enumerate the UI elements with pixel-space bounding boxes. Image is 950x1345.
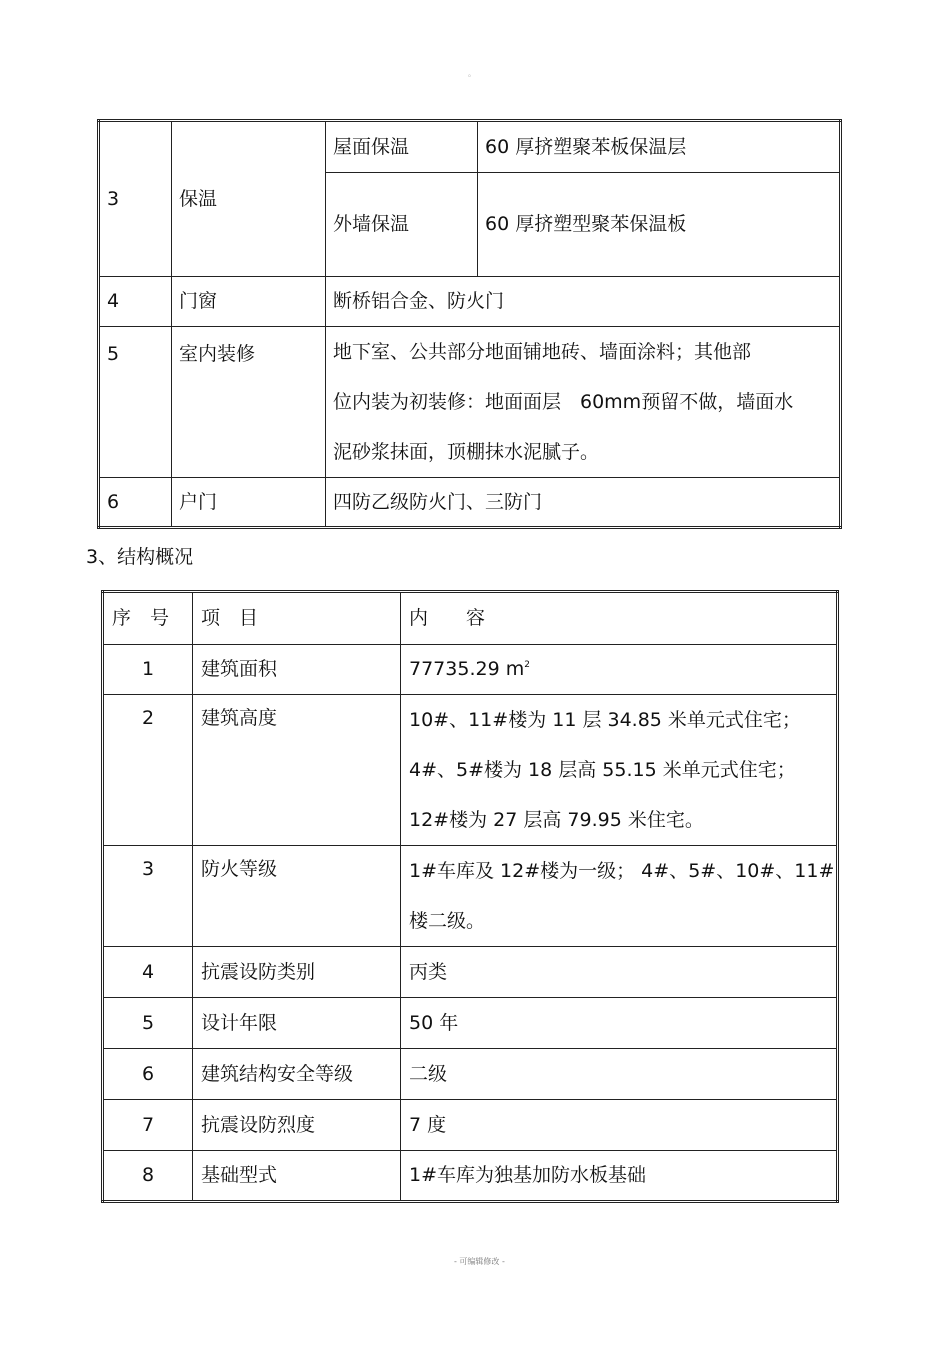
- column-header: 内 容: [401, 592, 838, 645]
- table-row: [103, 846, 838, 947]
- table-row: [99, 327, 841, 478]
- row-item: 建筑面积: [193, 645, 401, 695]
- building-spec-table: [97, 119, 842, 529]
- row-item: 门窗: [172, 277, 326, 327]
- row-number: 2: [103, 695, 193, 846]
- row-number: 4: [103, 947, 193, 998]
- row-content: 丙类: [401, 947, 838, 998]
- row-content: 二级: [401, 1049, 838, 1100]
- table-row: [103, 1100, 838, 1151]
- content-line: 10#、11#楼为 11 层 34.85 米单元式住宅；: [409, 709, 801, 731]
- row-item: 基础型式: [193, 1151, 401, 1202]
- structure-overview-table: [101, 590, 839, 1203]
- footer-mark: - 可编辑修改 -: [454, 1257, 505, 1266]
- row-item: 防火等级: [193, 846, 401, 947]
- row-content: [401, 695, 838, 846]
- content-line: 泥砂浆抹面，顶棚抹水泥腻子。: [333, 441, 600, 463]
- area-value: 77735.29: [409, 658, 500, 681]
- row-item: 建筑高度: [193, 695, 401, 846]
- row-content: [326, 327, 841, 478]
- table-row: [103, 1049, 838, 1100]
- table-row: [99, 121, 841, 173]
- row-number: 6: [99, 478, 172, 528]
- section-heading: 3、结构概况: [86, 546, 194, 568]
- area-unit: m: [505, 658, 525, 681]
- row-item: 建筑结构安全等级: [193, 1049, 401, 1100]
- row-item: 保温: [172, 121, 326, 277]
- content-line: 4#、5#楼为 18 层高 55.15 米单元式住宅；: [409, 759, 796, 781]
- content-line: 地下室、公共部分地面铺地砖、墙面涂料；其他部: [333, 341, 752, 363]
- table-row: [99, 277, 841, 327]
- row-item: 室内装修: [172, 327, 326, 478]
- column-header: 序 号: [103, 592, 193, 645]
- row-item: 抗震设防烈度: [193, 1100, 401, 1151]
- row-number: 5: [103, 998, 193, 1049]
- table-row: [103, 998, 838, 1049]
- row-item: 户门: [172, 478, 326, 528]
- table-header-row: [103, 592, 838, 645]
- content-line: 位内装为初装修：地面面层 60mm预留不做，墙面水: [333, 391, 794, 413]
- row-number: 6: [103, 1049, 193, 1100]
- header-mark: 。: [468, 69, 476, 78]
- row-content: [401, 645, 838, 695]
- row-number: 3: [99, 121, 172, 277]
- row-number: 8: [103, 1151, 193, 1202]
- content-line: 楼二级。: [409, 910, 486, 932]
- table-row: [103, 947, 838, 998]
- table-row: [99, 478, 841, 528]
- content-line: 1#车库及 12#楼为一级； 4#、5#、10#、11#: [409, 860, 835, 882]
- row-content: 四防乙级防火门、三防门: [326, 478, 841, 528]
- area-unit-exponent: 2: [524, 660, 530, 671]
- sub-item: 外墙保温: [326, 173, 478, 277]
- table-row: [103, 645, 838, 695]
- row-item: 抗震设防类别: [193, 947, 401, 998]
- row-content: 断桥铝合金、防火门: [326, 277, 841, 327]
- column-header: 项 目: [193, 592, 401, 645]
- row-content: 50 年: [401, 998, 838, 1049]
- row-content: 60 厚挤塑聚苯板保温层: [478, 121, 841, 173]
- sub-item: 屋面保温: [326, 121, 478, 173]
- content-line: 12#楼为 27 层高 79.95 米住宅。: [409, 809, 704, 831]
- row-number: 7: [103, 1100, 193, 1151]
- row-number: 5: [99, 327, 172, 478]
- table-row: [103, 1151, 838, 1202]
- row-number: 4: [99, 277, 172, 327]
- row-content: 60 厚挤塑型聚苯保温板: [478, 173, 841, 277]
- row-content: 1#车库为独基加防水板基础: [401, 1151, 838, 1202]
- row-content: [401, 846, 838, 947]
- row-item: 设计年限: [193, 998, 401, 1049]
- row-number: 3: [103, 846, 193, 947]
- row-content: 7 度: [401, 1100, 838, 1151]
- table-row: [103, 695, 838, 846]
- row-number: 1: [103, 645, 193, 695]
